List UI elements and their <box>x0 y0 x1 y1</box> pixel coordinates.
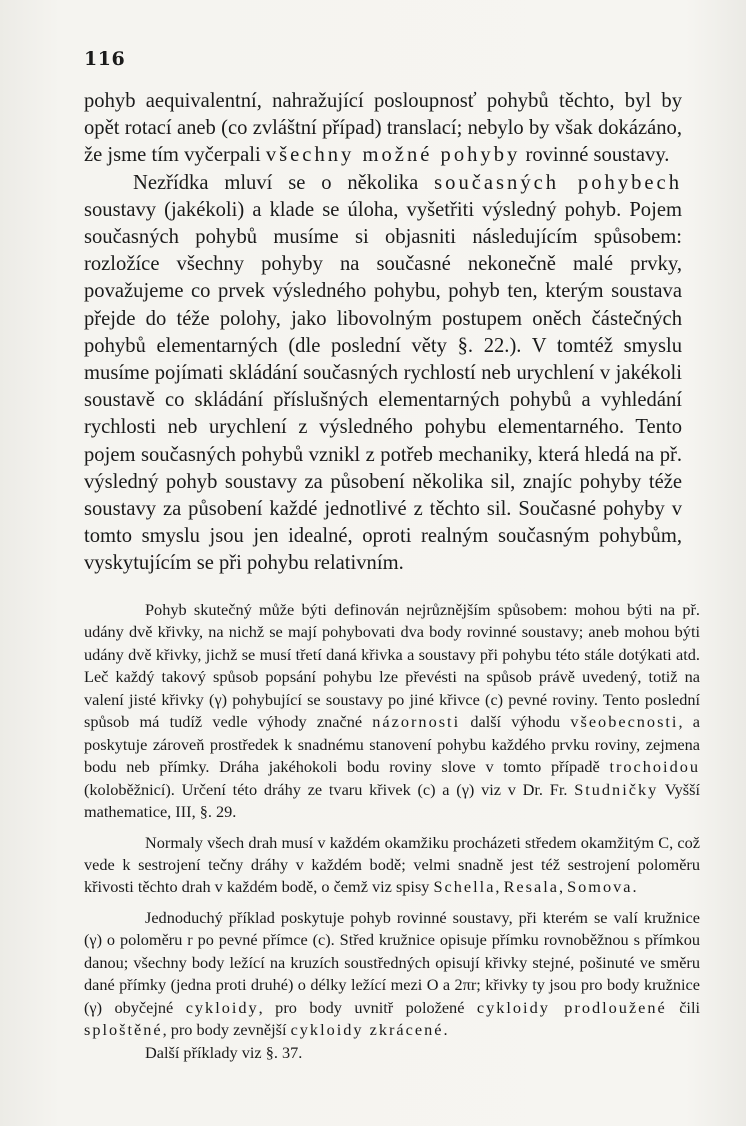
note-paragraph-2 <box>84 832 700 899</box>
spaced-emphasis: všeobecnosti <box>570 712 679 732</box>
text-run: , a poskytuje zároveň prostředek k snadnému stanovení pohybu každého prvku roviny, zejmena bodu neb přímky. Dráha jakéhokoli bodu roviny slove v tomto případě <box>84 712 700 777</box>
text-run: Další příklady viz §. 37. <box>145 1042 303 1062</box>
text-run: soustavy (jakékoli) a klade se úloha, vyšetřiti výsledný pohyb. Pojem současných pohybů musíme si objasniti následujícím spůsobem: rozložíce všechny pohyby na současné nekonečně malé prvky, považujeme co prvek výsledného pohybu, pohyb ten, kterým soustava přejde do téže polohy, jako libovolným postupem oněch částečných pohybů elementarných (dle poslední věty §. 22.). V tomtéž smyslu musíme pojímati skládání současných rychlostí neb urychlení v jakékoli soustavě co skládání příslušných elementarných pohybů a vyhledání rychlosti neb urychlení z výsledného pohybu elementarného. Tento pojem současných pohybů vznikl z potřeb mechaniky, která hledá na př. výsledný pohyb soustavy za působení několika sil, znajíc pohyby téže soustavy za působení každé jednotlivé z těchto sil. Současné pohyby v tomto smyslu jsou jen idealné, oproti realným současným pohybům, vyskytujícím se při pohybu relativním. <box>84 198 682 575</box>
spaced-emphasis: trochoidou <box>609 757 700 777</box>
text-run: čili <box>666 997 701 1017</box>
main-paragraph-2 <box>84 170 682 578</box>
spaced-emphasis: názornosti <box>372 712 461 732</box>
note-paragraph-4 <box>84 1042 700 1064</box>
spaced-emphasis: Resala <box>503 877 559 897</box>
note-paragraph-3 <box>84 907 700 1042</box>
text-run: . <box>632 877 637 897</box>
spaced-emphasis: Studničky <box>574 779 659 799</box>
main-text <box>84 88 682 578</box>
spaced-emphasis: sploštěné <box>84 1020 163 1040</box>
text-run: . <box>443 1020 448 1040</box>
main-paragraph-1 <box>84 88 682 170</box>
text-run: , <box>558 877 568 897</box>
text-run: rovinné soustavy. <box>520 144 670 167</box>
spaced-emphasis: cykloidy <box>185 997 259 1017</box>
text-run: Vyšší mathematice, III, §. 29. <box>84 779 700 822</box>
text-run: Pohyb skutečný může býti definován nejrůznějším spůsobem: mohou býti na př. udány dvě křivky, na nichž se mají pohybovati dva body rovinné soustavy; aneb mohou býti udány dvě křivky, jichž se musí třetí daná křivka a soustavy při pohybu této stále dotýkati atd. Leč každý takový spůsob popsání pohybu lze převésti na spůsob právě uvedený, totiž na valení jisté křivky (γ) pohybující se soustavy po jiné křivce (c) pevné roviny. Tento poslední spůsob má tudíž vedle výhody značné <box>84 600 700 732</box>
text-run: další výhodu <box>460 712 571 732</box>
text-run: Nezřídka mluví se o několika <box>133 171 435 194</box>
text-run: (koloběžnicí). Určení této dráhy ze tvaru křivek (c) a (γ) viz v Dr. Fr. <box>84 779 575 799</box>
spaced-emphasis: cykloidy prodloužené <box>476 997 667 1017</box>
text-run: , pro body zevnější <box>162 1020 291 1040</box>
text-run: Normaly všech drah musí v každém okamžiku procházeti středem okamžitým C, což vede k sestrojení tečny dráhy v každém bodě; velmi snadně jest též sestrojení poloměru křivosti těchto drah v každém bodě, o čemž viz spisy <box>84 832 700 897</box>
spaced-emphasis: Schella <box>433 877 496 897</box>
text-run: Jednoduchý příklad poskytuje pohyb rovinné soustavy, při kterém se valí kružnice (γ) o poloměru r po pevné přímce (c). Střed kružnice opisuje přímku rovnoběžnou s přímkou danou; všechny body ležící na kruzích soustředných opisují křivky stejné, pošinuté ve směru dané přímky (jedna proti druhé) o délky ležící mezi O a 2πr; křivky ty jsou pro body kružnice (γ) obyčejné <box>84 907 700 1017</box>
text-run: , pro body uvnitř položené <box>258 997 477 1017</box>
small-print-notes <box>84 599 700 1064</box>
note-paragraph-1 <box>84 599 700 824</box>
spaced-emphasis: Somova <box>567 877 633 897</box>
text-run: , <box>495 877 504 897</box>
spaced-emphasis: všechny možné pohyby <box>265 144 521 167</box>
page-number: 116 <box>84 48 126 70</box>
spaced-emphasis: cykloidy zkrácené <box>290 1020 444 1040</box>
text-run: pohyb aequivalentní, nahražující posloupnosť pohybů těchto, byl by opět rotací aneb (co zvláštní případ) translací; nebylo by však dokázáno, že jsme tím vyčerpali <box>84 90 682 167</box>
spaced-emphasis: současných pohybech <box>434 171 682 194</box>
